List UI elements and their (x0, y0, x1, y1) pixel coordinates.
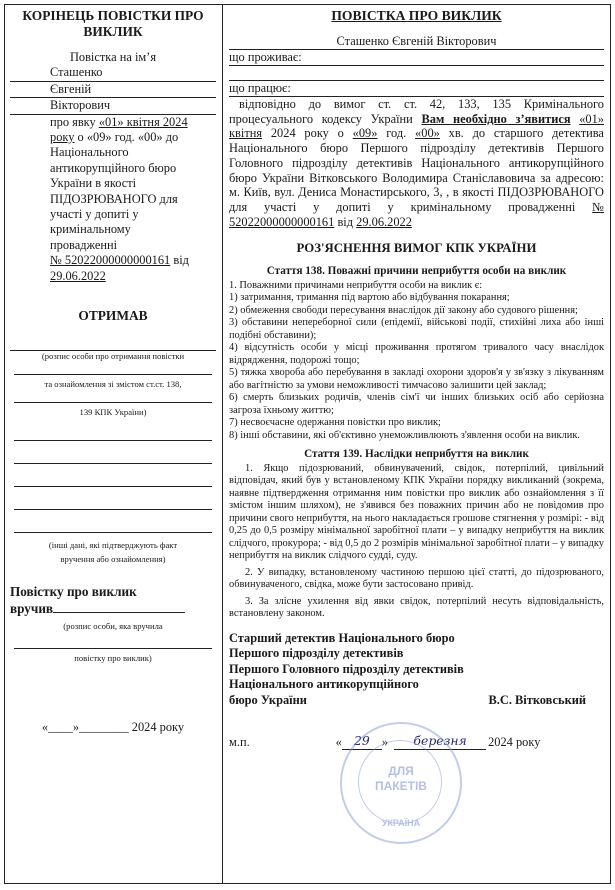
summons-case-date: 29.06.2022 (356, 214, 412, 229)
summons-hour-label: год. (386, 126, 407, 141)
stub-case (10, 253, 216, 268)
stub-handed-title-2 (10, 600, 216, 617)
explanation-title: РОЗ'ЯСНЕННЯ ВИМОГ КПК УКРАЇНИ (296, 241, 537, 256)
signature-line-4: Національного антикорупційного (229, 677, 419, 692)
summons-lives: що проживає: (229, 50, 604, 66)
stub-sig-note-1: (розпис особи про отримання повістки (41, 350, 185, 361)
signature-line-1: Старший детектив Національного бюро (229, 630, 455, 645)
signature-date-month: березня (394, 734, 486, 750)
summons-day: «01» квітня (229, 111, 604, 141)
summons-works: що працює: (229, 81, 604, 97)
stub-case-number: № 52022000000000161 (50, 253, 171, 268)
stub-appear-label: про явку (50, 114, 96, 129)
stub-body-6: кримінальному (50, 222, 131, 237)
summons-details: хв. до старшого детектива Національного бюро Першого підрозділу детективів Першого Головного підрозділу детективів Національного антикорупційного бюро України Вітковського Володимира Станіславовича за адресою: м. Київ, вул. Дениса Монастирського, 3, , в якості ПІДОЗРЮВАНОГО для участі у допиті у кримінальному провадженні (229, 126, 604, 214)
stub-body-7: провадженні (50, 237, 118, 252)
stub-handed-title-1: Повістку про виклик (10, 583, 137, 599)
article-138-body (229, 280, 604, 443)
seal-text-top: ДЛЯ (388, 764, 414, 778)
article-138-item: 1. Поважними причинами неприбуття особи на виклик є: (229, 279, 483, 291)
signature-line-3: Першого Головного підрозділу детективів (229, 661, 464, 676)
article-138-item: 6) смерть близьких родичів, членів сім'ї чи інших близьких осіб або серйозна загроза їхньому життю; (229, 392, 604, 416)
stub-blank-area (10, 418, 216, 536)
stub-appear-time (10, 130, 216, 145)
stub-handed-note-1: (розпис особи, яка вручила (63, 620, 163, 631)
seal-text-mid: ПАКЕТІВ (375, 779, 427, 793)
summons-hour: «09» (352, 126, 378, 141)
stub-sig-line-2 (14, 362, 212, 375)
stub-handed-line-2 (14, 632, 212, 649)
summons-law: відповідно до вимог ст. ст. 42, 133, 135 Кримінального процесуального кодексу України (229, 97, 604, 126)
stub-other-line-1 (14, 418, 212, 441)
stub-name-line-2: Євгеній (10, 82, 216, 98)
seal-text-bottom: УКРАЇНА (381, 818, 421, 828)
stub-other-line-2 (14, 441, 212, 464)
article-138-item: 2) обмеження свободи пересування внаслідок дії закону або судового рішення; (229, 304, 578, 316)
summons-person: Сташенко Євгеній Вікторович (229, 34, 604, 50)
stub-other-note-1: (інші дані, які підтверджують факт (48, 539, 178, 550)
article-138-item: 8) інші обставини, які об'єктивно унеможливлюють з'явлення особи на виклик. (229, 429, 580, 441)
summons-lives-line-2 (229, 66, 604, 81)
signature-name: В.С. Вітковський (488, 692, 586, 707)
stub-signature-line (10, 338, 216, 351)
signature-date-day: 29 (342, 734, 382, 750)
stub-body-1: Національного (50, 145, 129, 160)
stub-body-2: антикорупційного бюро (50, 160, 177, 175)
stub-name-line-1: Сташенко (10, 65, 216, 81)
article-138-item: 7) несвоєчасне одержання повістки про виклик; (229, 417, 441, 429)
summons-year: 2024 року о (270, 126, 344, 141)
stub-body-3: України в якості (50, 176, 137, 191)
summons-must-appear: Вам необхідно з’явитися (421, 111, 571, 126)
stub-appear-year: року (50, 130, 75, 145)
signature-org: бюро України (229, 692, 307, 707)
column-divider (222, 4, 223, 884)
stub-appear (10, 115, 216, 130)
stub-other-note-2: вручення або ознайомлення) (60, 553, 166, 564)
summons-title: ПОВІСТКА ПРО ВИКЛИК (331, 8, 502, 23)
date-close-quote: » (381, 734, 389, 749)
summons-case-number: № 52022000000000161 (229, 199, 604, 229)
stub-other-line-5 (14, 510, 212, 533)
article-138-title: Стаття 138. Поважні причини неприбуття особи на виклик (266, 265, 567, 278)
stub-handed-line (53, 612, 185, 613)
stub-appear-day: «01» квітня 2024 (98, 114, 188, 129)
stub-name-label: Повістка на ім’я (69, 50, 157, 64)
stub-handed-label: вручив (10, 600, 54, 616)
signature-line-2: Першого підрозділу детективів (229, 646, 404, 661)
article-139-item: 1. Якщо підозрюваний, обвинувачений, свідок, потерпілий, цивільний відповідач, який був у встановленому КПК України порядку викликаний (зокрема, наявне підтвердження отримання ним повістки про виклик або ознайомлення з її змістом іншим шляхом), не з'явився без поважних причин або не повідомив про причини свого неприбуття, на нього накладається грошове стягнення у розмірі: - від 0,25 до 0,5 розміру мінімальної заробітної плати – у випадку неприбуття на виклик слідчого, прокурора; - від 0,5 до 2 розмірів мінімальної заробітної плати – у випадку неприбуття на виклик слідчого судді, суду. (229, 462, 604, 562)
article-139-body (229, 463, 604, 621)
stub-sig-note-3: 139 КПК України) (79, 406, 147, 417)
stub-appear-hour: о «09» год. «00» до (77, 130, 179, 145)
article-139-item: 2. У випадку, встановленому частиною першою цієї статті, до підозрюваного, обвинуваченого, свідка, може бути застосовано привід. (229, 566, 604, 591)
summons-case-from: від (337, 214, 354, 229)
stub-other-line-3 (14, 464, 212, 487)
stub-sig-note-2: та ознайомлення зі змістом ст.ст. 138, (44, 378, 182, 389)
stub-name-line-3: Вікторович (10, 98, 216, 114)
article-138-item: 1) затримання, тримання під вартою або відбування покарання; (229, 292, 510, 304)
stub-body-4: ПІДОЗРЮВАНОГО для (50, 191, 178, 206)
official-seal-stamp (340, 722, 462, 844)
signature-block (229, 631, 604, 708)
stub-received-title: ОТРИМАВ (78, 308, 148, 324)
stub-case-from: від (173, 253, 189, 268)
article-138-item: 4) відсутність особи у місці проживання протягом тривалого часу внаслідок відрядження, подорожі тощо; (229, 342, 604, 366)
summons-stub (10, 8, 216, 735)
stub-handed-note-2: повістку про виклик) (74, 652, 152, 663)
signature-date-year: 2024 року (488, 734, 541, 749)
stub-date-line: «____»________ 2024 року (41, 719, 185, 734)
article-138-item: 3) обставини непереборної сили (епідемії, військові події, стихійні лиха або інші подібні обставини); (229, 317, 604, 341)
article-139-title: Стаття 139. Наслідки неприбуття на виклик (304, 448, 529, 461)
stub-body-5: участі у допиті у (50, 207, 139, 222)
summons-paragraph (229, 97, 604, 229)
signature-line-5 (229, 693, 604, 708)
summons-minute: «00» (415, 126, 440, 141)
stub-title: КОРІНЕЦЬ ПОВІСТКИ ПРО ВИКЛИК (22, 8, 204, 39)
stub-case-date: 29.06.2022 (50, 268, 106, 283)
stub-other-line-4 (14, 487, 212, 510)
article-138-item: 5) тяжка хвороба або перебування в закладі охорони здоров'я у зв'язку з лікуванням або вагітністю за умови неможливості тимчасово залишити цей заклад; (229, 367, 604, 391)
article-139-item: 3. За злісне ухилення від явки свідок, потерпілий несуть відповідальність, встановлену законом. (229, 595, 604, 620)
date-open-quote: « (335, 734, 342, 749)
summons-main (229, 8, 604, 750)
stub-sig-line-3 (14, 390, 212, 403)
seal-place-label: м.п. (229, 734, 250, 749)
stub-case-date-row (10, 269, 216, 284)
